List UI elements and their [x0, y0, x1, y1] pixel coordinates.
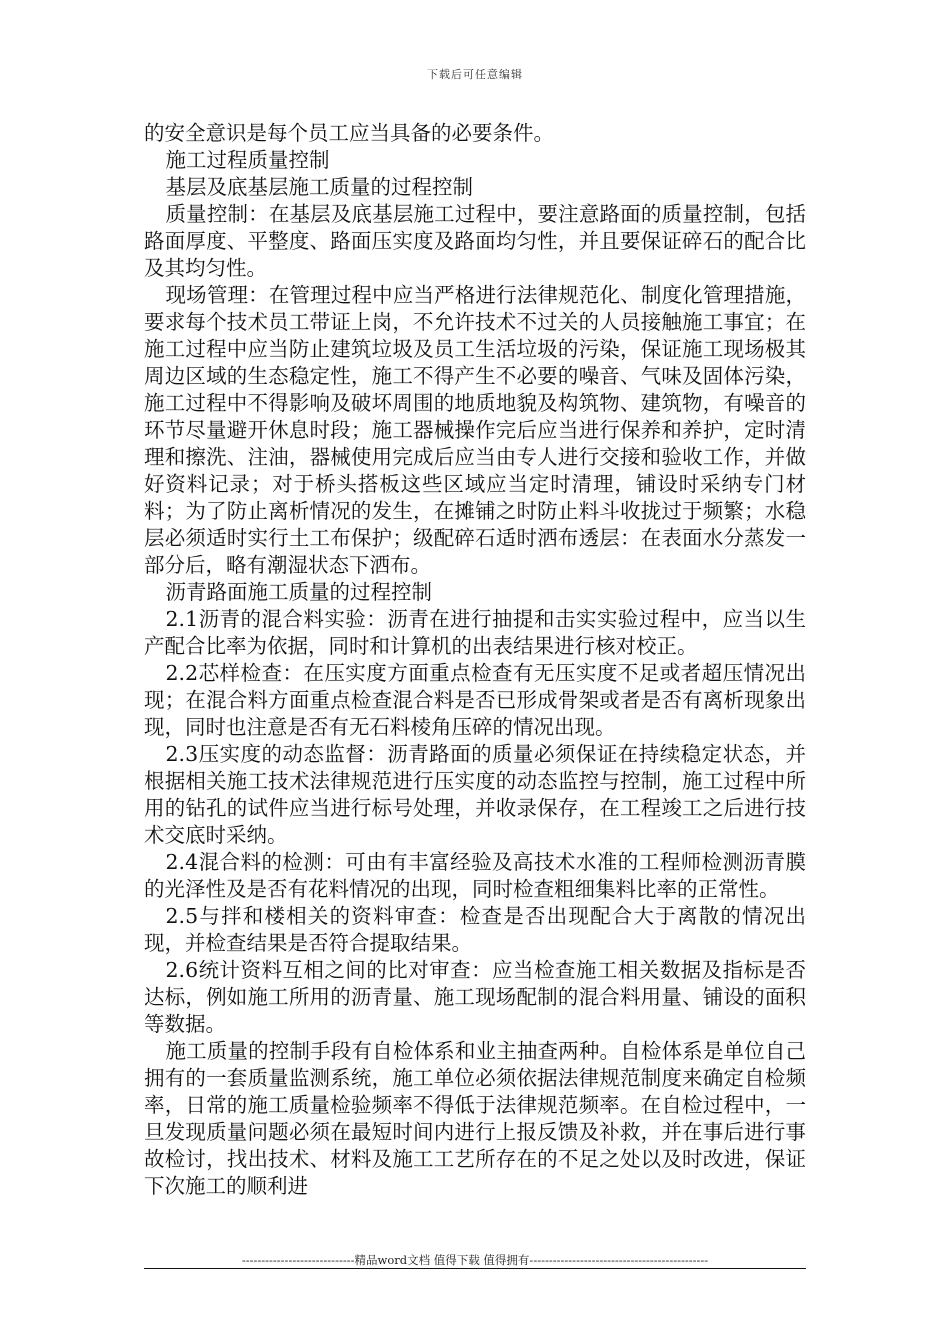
list-item: 2.6统计资料互相之间的比对审查：应当检查施工相关数据及指标是否达标，例如施工所用的沥青量、施工现场配制的混合料用量、铺设的面积等数据。: [144, 958, 806, 1036]
subsection-heading: 基层及底基层施工质量的过程控制: [165, 175, 474, 199]
list-item: 2.2芯样检查：在压实度方面重点检查有无压实度不足或者超压情况出现；在混合料方面重点检查混合料是否已形成骨架或者是否有离析现象出现，同时也注意是否有无石料棱角压碎的情况出现。: [144, 661, 806, 739]
footer-divider: [144, 1268, 806, 1269]
list-item: 2.3压实度的动态监督：沥青路面的质量必须保证在持续稳定状态，并根据相关施工技术法律规范进行压实度的动态监控与控制，施工过程中所用的钻孔的试件应当进行标号处理，并收录保存，在工程竣工之后进行技术交底时采纳。: [144, 742, 806, 847]
section-heading: 施工过程质量控制: [165, 148, 330, 172]
list-item: 2.1沥青的混合料实验：沥青在进行抽提和击实实验过程中，应当以生产配合比率为依据，同时和计算机的出表结果进行核对校正。: [144, 607, 806, 658]
document-body: [144, 120, 806, 1200]
subsection-heading: 沥青路面施工质量的过程控制: [165, 580, 433, 604]
paragraph: 的安全意识是每个员工应当具备的必要条件。: [144, 121, 554, 145]
page-footer: -----------------------------精品word文档 值得下载 值得拥有----------------------------------------------: [241, 1253, 709, 1267]
paragraph: 现场管理：在管理过程中应当严格进行法律规范化、制度化管理措施，要求每个技术员工带证上岗，不允许技术不过关的人员接触施工事宜；在施工过程中应当防止建筑垃圾及员工生活垃圾的污染，保证施工现场极其周边区域的生态稳定性，施工不得产生不必要的噪音、气味及固体污染，施工过程中不得影响及破坏周围的地质地貌及构筑物、建筑物，有噪音的环节尽量避开休息时段；施工器械操作完后应当进行保养和养护，定时清理和擦洗、注油，器械使用完成后应当由专人进行交接和验收工作，并做好资料记录；对于桥头搭板这些区域应当定时清理，铺设时采纳专门材料；为了防止离析情况的发生，在摊铺之时防止料斗收拢过于频繁；水稳层必须适时实行土工布保护；级配碎石适时洒布透层：在表面水分蒸发一部分后，略有潮湿状态下洒布。: [144, 283, 806, 577]
paragraph: 质量控制：在基层及底基层施工过程中，要注意路面的质量控制，包括路面厚度、平整度、路面压实度及路面均匀性，并且要保证碎石的配合比及其均匀性。: [144, 202, 806, 280]
paragraph: 施工质量的控制手段有自检体系和业主抽查两种。自检体系是单位自己拥有的一套质量监测系统，施工单位必须依据法律规范制度来确定自检频率，日常的施工质量检验频率不得低于法律规范频率。在自检过程中，一旦发现质量问题必须在最短时间内进行上报反馈及补救，并在事后进行事故检讨，找出技术、材料及施工工艺所存在的不足之处以及时改进，保证下次施工的顺利进: [144, 1039, 806, 1198]
list-item: 2.4混合料的检测：可由有丰富经验及高技术水准的工程师检测沥青膜的光泽性及是否有花料情况的出现，同时检查粗细集料比率的正常性。: [144, 850, 806, 901]
page-header: 下载后可任意编辑: [427, 68, 523, 81]
list-item: 2.5与拌和楼相关的资料审查：检查是否出现配合大于离散的情况出现，并检查结果是否符合提取结果。: [144, 904, 806, 955]
